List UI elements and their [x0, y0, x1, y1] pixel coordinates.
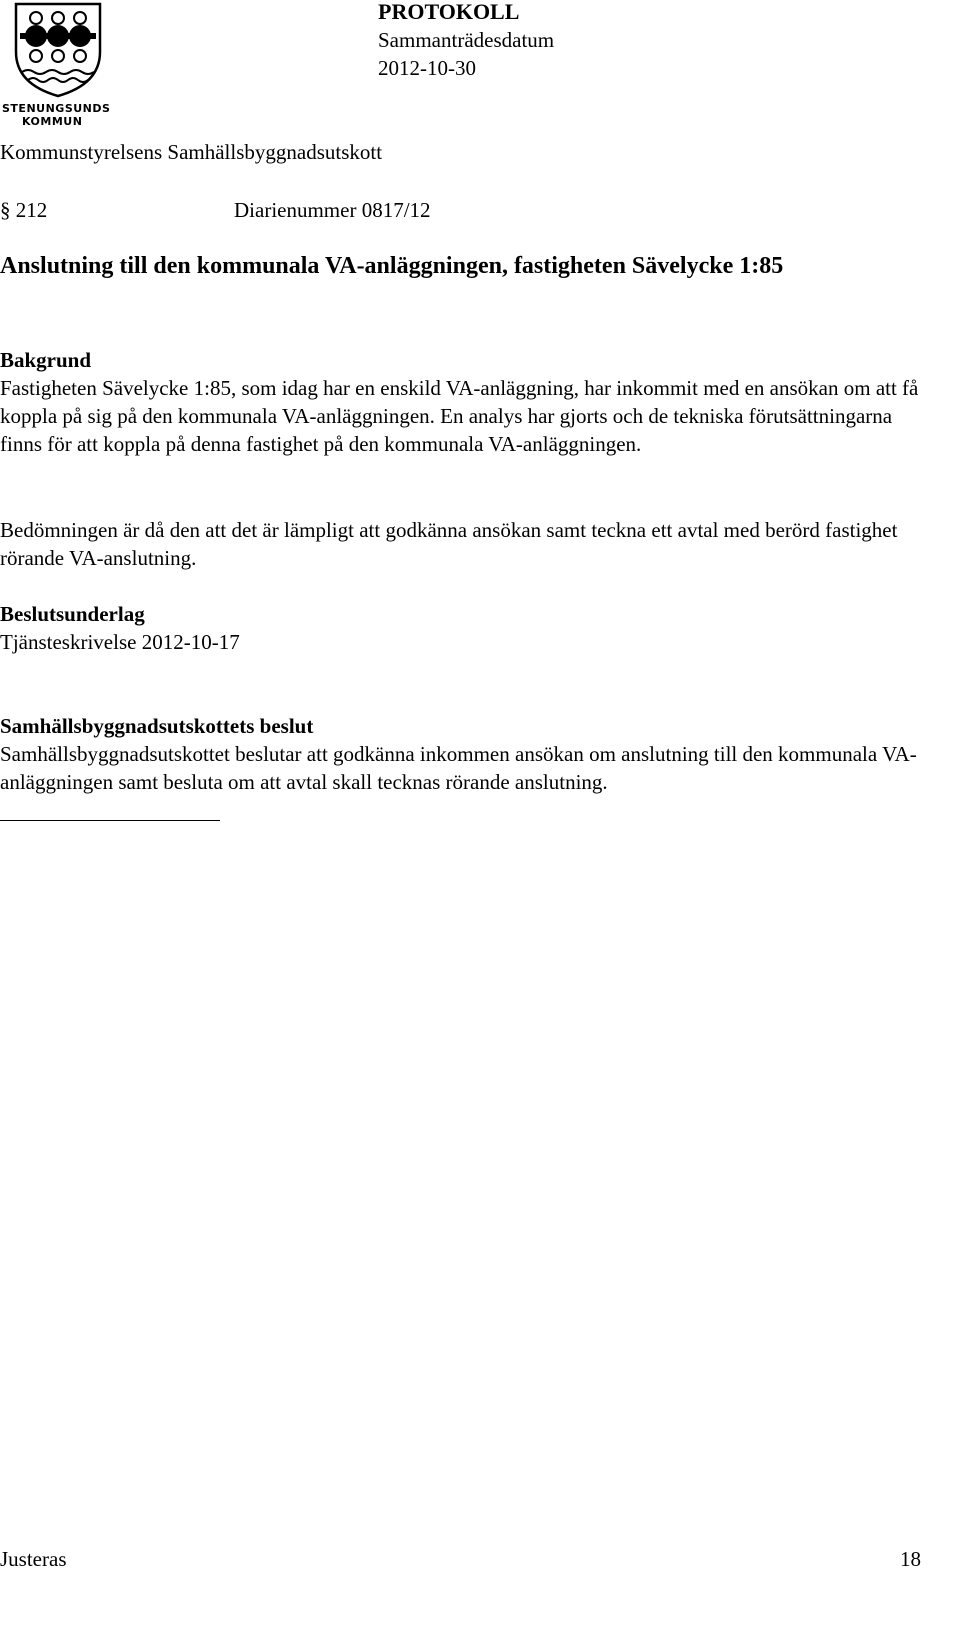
coat-of-arms-icon [0, 0, 120, 100]
basis-text: Tjänsteskrivelse 2012-10-17 [0, 630, 240, 654]
decision-text: Samhällsbyggnadsutskottet beslutar att godkänna inkommen ansökan om anslutning till den kommunala VA-anläggningen samt besluta om att avtal skall tecknas rörande anslutning. [0, 742, 917, 794]
committee-name: Kommunstyrelsens Samhällsbyggnadsutskott [0, 140, 383, 164]
logo-text-line-1: STENUNGSUNDS [2, 102, 111, 115]
background-heading: Bakgrund [0, 348, 92, 372]
meeting-date-value: 2012-10-30 [378, 56, 476, 80]
separator-line [0, 820, 220, 821]
meeting-date-label: Sammanträdesdatum [378, 28, 555, 52]
page-number: 18 [900, 1547, 921, 1571]
assessment-text: Bedömningen är då den att det är lämpligt att godkänna ansökan samt teckna ett avtal med berörd fastighet rörande VA-anslutning. [0, 518, 898, 570]
page-title: Anslutning till den kommunala VA-anläggningen, fastigheten Sävelycke 1:85 [0, 253, 784, 279]
section-number: § 212 [0, 198, 48, 222]
document-type: PROTOKOLL [378, 0, 520, 24]
footer-justeras: Justeras [0, 1547, 67, 1571]
diary-number: Diarienummer 0817/12 [234, 198, 431, 222]
basis-heading: Beslutsunderlag [0, 602, 145, 626]
background-text: Fastigheten Sävelycke 1:85, som idag har en enskild VA-anläggning, har inkommit med en ansökan om att få koppla på sig på den kommunala VA-anläggningen. En analys har gjorts och de tekniska förutsättningarna finns för att koppla på denna fastighet på den kommunala VA-anläggningen. [0, 376, 919, 456]
logo-text-line-2: KOMMUN [22, 115, 83, 128]
decision-heading: Samhällsbyggnadsutskottets beslut [0, 714, 314, 738]
